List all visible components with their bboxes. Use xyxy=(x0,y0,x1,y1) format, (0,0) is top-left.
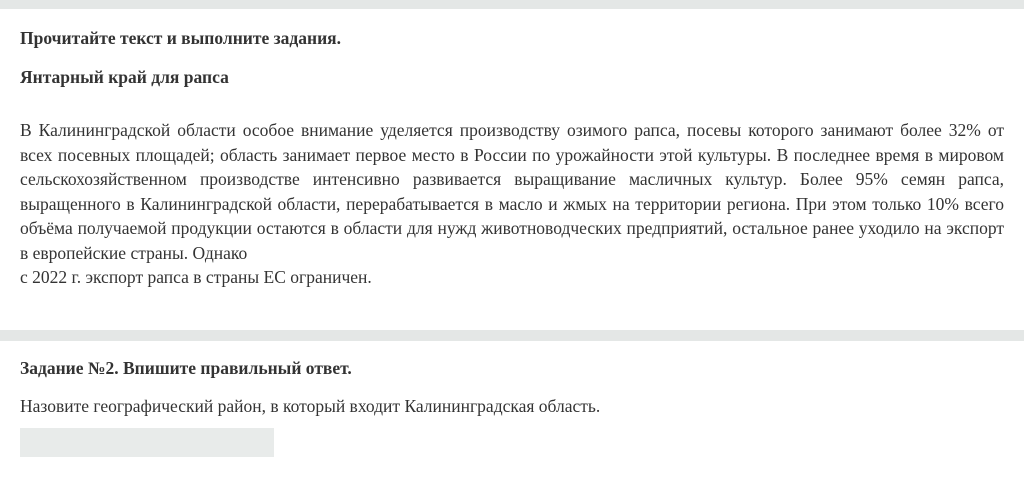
reading-paragraph: В Калининградской области особое внимание уделяется производству озимого рапса, посевы которого занимают более 32% от всех посевных площадей; область занимает первое место в России по урожайности этой культуры. В последнее время в мировом сельскохозяйственном производстве интенсивно развивается выращивание масличных культур. Более 95% семян рапса, выращенного в Калининградской области, перерабатывается в масло и жмых на территории региона. При этом только 10% всего объёма получаемой продукции остаются в области для нужд животноводческих предприятий, остальное ранее уходило на экспорт в европейские страны. Однако xyxy=(20,120,1004,263)
reading-card xyxy=(0,9,1024,330)
reading-title: Янтарный край для рапса xyxy=(20,67,229,87)
reading-paragraph-tail: с 2022 г. экспорт рапса в страны ЕС ограничен. xyxy=(20,267,372,287)
task-card xyxy=(0,341,1024,502)
task-title: Задание №2. Впишите правильный ответ. xyxy=(20,358,352,378)
top-strip xyxy=(0,0,1024,9)
task-question: Назовите географический район, в который входит Калининградская область. xyxy=(20,396,601,416)
reading-instruction: Прочитайте текст и выполните задания. xyxy=(20,28,342,48)
answer-input[interactable] xyxy=(20,428,274,457)
section-separator xyxy=(0,330,1024,341)
